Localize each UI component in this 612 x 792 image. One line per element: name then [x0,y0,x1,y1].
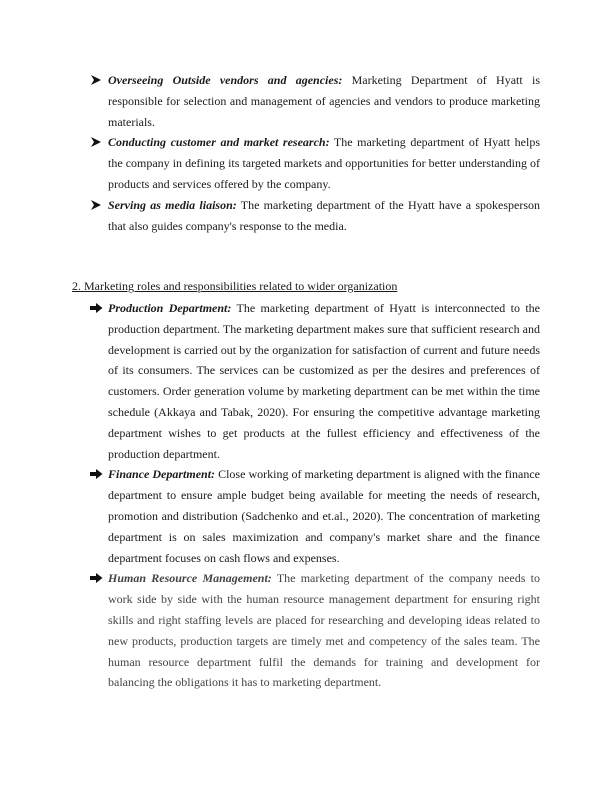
list-item [90,132,540,194]
list-item [90,568,540,693]
item-lead: Finance Department: [108,467,216,482]
item-text: The marketing department of Hyatt helps the company in defining its targeted markets and opportunities for better understanding of products and services offered by the company. [108,135,540,191]
arrow-bullet-icon [90,568,104,589]
item-lead: Serving as media liaison: [108,197,237,212]
item-lead: Human Resource Management: [108,571,272,586]
item-lead: Conducting customer and market research: [108,135,330,150]
department-list [90,298,540,693]
item-text: The marketing department of the company needs to work side by side with the human resource management department for ensuring right skills and right staffing levels are placed for researching and developing ideas related to new products, production targets are timely met and competency of the sales team. The human resource department fulfil the demands for training and development for balancing the obligations it has to marketing department. [108,571,540,690]
list-item [90,70,540,132]
arrow-bullet-icon [90,298,104,319]
item-text: Close working of marketing department is aligned with the finance department to ensure ample budget being available for meeting the needs of research, promotion and distribution (Sadchenko and et.al., 2020). The concentration of marketing department is on sales maximization and company's market share and the finance department focuses on cash flows and expenses. [108,467,540,565]
list-item [90,298,540,464]
section-heading: 2. Marketing roles and responsibilities related to wider organization [72,279,398,293]
arrowhead-bullet-icon [90,70,104,91]
arrowhead-bullet-icon [90,195,104,216]
role-list [90,70,540,236]
arrow-bullet-icon [90,464,104,485]
item-lead: Overseeing Outside vendors and agencies: [108,73,343,87]
item-lead: Production Department: [108,301,232,315]
arrowhead-bullet-icon [90,132,104,153]
list-item [90,195,540,237]
item-text: Marketing Department of Hyatt is responsible for selection and management of agencies and vendors to produce marketing materials. [108,73,540,129]
list-item [90,464,540,568]
item-text: The marketing department of the Hyatt have a spokesperson that also guides company's response to the media. [108,197,540,233]
item-text: The marketing department of Hyatt is interconnected to the production department. The marketing department makes sure that sufficient research and development is carried out by the organization for satisfaction of current and future needs of its consumers. The services can be customized as per the desires and preferences of customers. Order generation volume by marketing department can be met within the time schedule (Akkaya and Tabak, 2020). For ensuring the competitive advantage marketing department wishes to get products at the fullest efficiency and effectiveness of the production department. [108,301,540,461]
